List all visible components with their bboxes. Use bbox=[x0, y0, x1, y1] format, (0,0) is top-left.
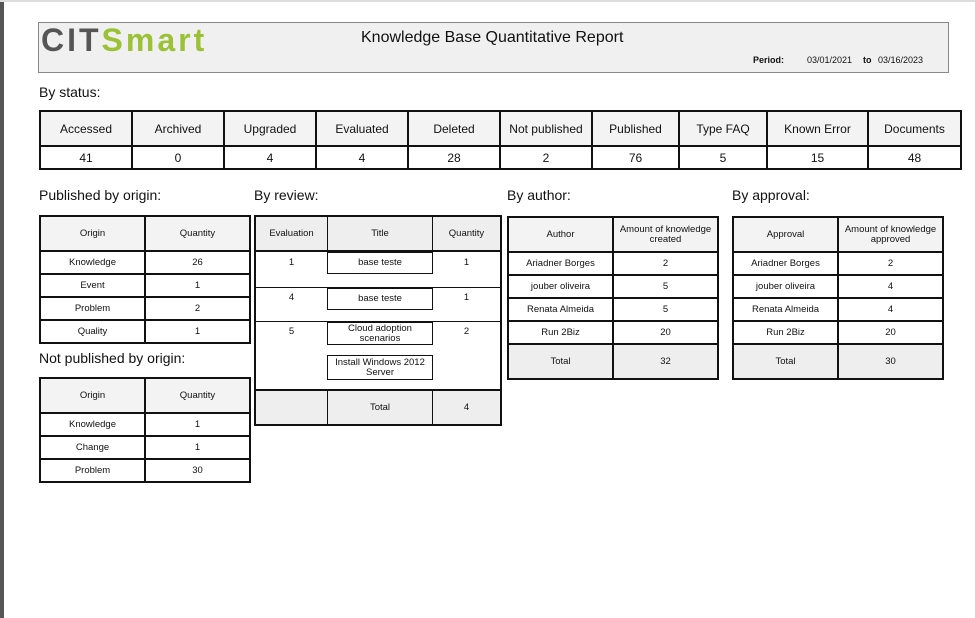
amount-cell: 20 bbox=[838, 321, 943, 344]
status-col-published: Published bbox=[592, 111, 679, 146]
status-col-type-faq: Type FAQ bbox=[679, 111, 767, 146]
status-value-accessed: 41 bbox=[40, 146, 132, 169]
total-value: 30 bbox=[838, 344, 943, 379]
table-row bbox=[733, 275, 943, 298]
author-cell: jouber oliveira bbox=[508, 275, 613, 298]
by-approval-table bbox=[732, 216, 944, 380]
quantity-cell: 1 bbox=[145, 320, 250, 343]
status-value-archived: 0 bbox=[132, 146, 224, 169]
table-row bbox=[40, 297, 250, 320]
by-author-title: By author: bbox=[507, 187, 571, 203]
status-col-evaluated: Evaluated bbox=[316, 111, 408, 146]
table-row bbox=[733, 321, 943, 344]
status-value-row bbox=[40, 146, 961, 169]
table-row bbox=[40, 436, 250, 459]
author-cell: Ariadner Borges bbox=[508, 252, 613, 275]
author-cell: Renata Almeida bbox=[508, 298, 613, 321]
published-by-origin-table bbox=[39, 215, 251, 344]
table-row bbox=[508, 321, 718, 344]
status-col-deleted: Deleted bbox=[408, 111, 500, 146]
by-review-table bbox=[254, 215, 502, 426]
amount-cell: 20 bbox=[613, 321, 718, 344]
period-start: 03/01/2021 bbox=[807, 55, 853, 65]
status-value-upgraded: 4 bbox=[224, 146, 316, 169]
period-to: to bbox=[863, 55, 872, 65]
amount-cell: 4 bbox=[838, 298, 943, 321]
column-header: Author bbox=[508, 217, 613, 252]
table-row bbox=[733, 298, 943, 321]
approval-cell: jouber oliveira bbox=[733, 275, 838, 298]
status-col-upgraded: Upgraded bbox=[224, 111, 316, 146]
table-row bbox=[40, 320, 250, 343]
quantity-cell: 1 bbox=[145, 274, 250, 297]
quantity-cell: 30 bbox=[145, 459, 250, 482]
quantity-cell: 1 bbox=[145, 413, 250, 436]
status-value-evaluated: 4 bbox=[316, 146, 408, 169]
by-author-table bbox=[507, 216, 719, 380]
status-header-row bbox=[40, 111, 961, 146]
table-row bbox=[40, 251, 250, 274]
table-header-row bbox=[508, 217, 718, 252]
approval-cell: Renata Almeida bbox=[733, 298, 838, 321]
review-total-divider bbox=[256, 389, 500, 391]
by-approval-title: By approval: bbox=[732, 187, 810, 203]
period-end: 03/16/2023 bbox=[878, 55, 924, 65]
table-row bbox=[40, 274, 250, 297]
page-left-border bbox=[0, 0, 4, 618]
column-header: Origin bbox=[40, 378, 145, 413]
review-quantity-cell: 2 bbox=[463, 326, 470, 337]
by-status-table bbox=[39, 110, 962, 170]
review-quantity-cell: 1 bbox=[463, 292, 470, 303]
review-header-evaluation: Evaluation bbox=[269, 228, 314, 239]
page-top-border bbox=[0, 0, 975, 2]
table-header-row bbox=[40, 216, 250, 251]
not-published-by-origin-table bbox=[39, 377, 251, 483]
table-header-row bbox=[733, 217, 943, 252]
status-col-known-error: Known Error bbox=[767, 111, 868, 146]
quantity-cell: 26 bbox=[145, 251, 250, 274]
status-value-documents: 48 bbox=[868, 146, 961, 169]
by-status-title: By status: bbox=[39, 84, 101, 100]
review-title-cell: base teste bbox=[327, 252, 433, 274]
origin-cell: Knowledge bbox=[40, 251, 145, 274]
review-total-label: Total bbox=[369, 402, 391, 413]
amount-cell: 5 bbox=[613, 298, 718, 321]
citsmart-logo bbox=[41, 22, 208, 58]
table-row bbox=[733, 252, 943, 275]
quantity-cell: 1 bbox=[145, 436, 250, 459]
report-title: Knowledge Base Quantitative Report bbox=[361, 29, 624, 46]
status-value-type-faq: 5 bbox=[679, 146, 767, 169]
column-header: Quantity bbox=[145, 378, 250, 413]
logo-cit-text: CIT bbox=[41, 22, 102, 58]
status-value-deleted: 28 bbox=[408, 146, 500, 169]
review-header-title: Title bbox=[371, 228, 389, 239]
column-header: Approval bbox=[733, 217, 838, 252]
review-title-cell: Cloud adoption scenarios bbox=[327, 322, 433, 345]
origin-cell: Change bbox=[40, 436, 145, 459]
period-label: Period: bbox=[753, 55, 785, 65]
origin-cell: Problem bbox=[40, 297, 145, 320]
published-by-origin-title: Published by origin: bbox=[39, 187, 162, 203]
status-col-accessed: Accessed bbox=[40, 111, 132, 146]
total-label: Total bbox=[508, 344, 613, 379]
origin-cell: Problem bbox=[40, 459, 145, 482]
total-row bbox=[508, 344, 718, 379]
amount-cell: 2 bbox=[613, 252, 718, 275]
amount-cell: 5 bbox=[613, 275, 718, 298]
status-col-not-published: Not published bbox=[500, 111, 592, 146]
amount-cell: 4 bbox=[838, 275, 943, 298]
total-value: 32 bbox=[613, 344, 718, 379]
column-header: Amount of knowledge created bbox=[613, 217, 718, 252]
column-header: Quantity bbox=[145, 216, 250, 251]
origin-cell: Quality bbox=[40, 320, 145, 343]
logo-smart-text: Smart bbox=[101, 22, 208, 58]
approval-cell: Run 2Biz bbox=[733, 321, 838, 344]
table-row bbox=[40, 413, 250, 436]
approval-cell: Ariadner Borges bbox=[733, 252, 838, 275]
status-value-known-error: 15 bbox=[767, 146, 868, 169]
review-quantity-cell: 1 bbox=[463, 257, 470, 268]
by-review-title: By review: bbox=[254, 187, 319, 203]
column-header: Amount of knowledge approved bbox=[838, 217, 943, 252]
not-published-by-origin-title: Not published by origin: bbox=[39, 350, 186, 366]
origin-cell: Event bbox=[40, 274, 145, 297]
review-evaluation-cell: 5 bbox=[288, 326, 295, 337]
total-label: Total bbox=[733, 344, 838, 379]
column-header: Origin bbox=[40, 216, 145, 251]
table-row bbox=[40, 459, 250, 482]
total-row bbox=[733, 344, 943, 379]
review-evaluation-cell: 4 bbox=[288, 292, 295, 303]
review-title-cell: base teste bbox=[327, 288, 433, 310]
status-value-published: 76 bbox=[592, 146, 679, 169]
table-row bbox=[508, 275, 718, 298]
review-evaluation-cell: 1 bbox=[288, 257, 295, 268]
report-header bbox=[38, 22, 949, 73]
table-row bbox=[508, 298, 718, 321]
author-cell: Run 2Biz bbox=[508, 321, 613, 344]
table-row bbox=[508, 252, 718, 275]
review-title-cell: Install Windows 2012 Server bbox=[327, 355, 433, 380]
table-header-row bbox=[40, 378, 250, 413]
origin-cell: Knowledge bbox=[40, 413, 145, 436]
status-col-documents: Documents bbox=[868, 111, 961, 146]
review-total-value: 4 bbox=[463, 402, 470, 413]
review-header-quantity: Quantity bbox=[448, 228, 485, 239]
quantity-cell: 2 bbox=[145, 297, 250, 320]
status-col-archived: Archived bbox=[132, 111, 224, 146]
amount-cell: 2 bbox=[838, 252, 943, 275]
status-value-not-published: 2 bbox=[500, 146, 592, 169]
